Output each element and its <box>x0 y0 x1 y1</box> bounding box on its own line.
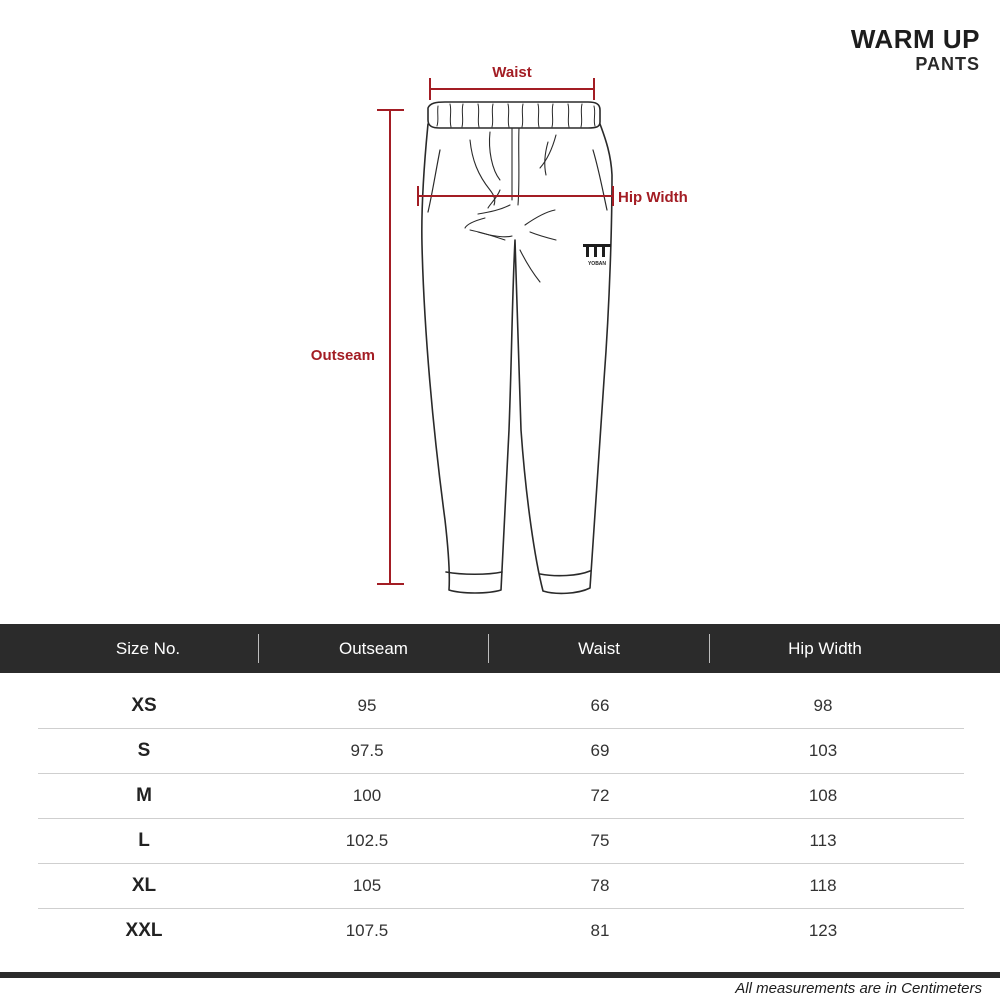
cell-outseam: 105 <box>352 876 382 895</box>
cell-waist: 69 <box>590 741 610 760</box>
pants-outline <box>422 102 612 593</box>
front-details <box>465 128 556 282</box>
cell-waist: 72 <box>590 786 610 805</box>
hip-width-label: Hip Width <box>618 189 688 206</box>
outseam-label: Outseam <box>310 347 375 364</box>
pants-body <box>422 124 612 593</box>
header-hip-width: Hip Width <box>788 639 862 658</box>
size-table-header <box>0 624 1000 673</box>
waistband <box>428 102 600 128</box>
cell-waist: 81 <box>590 921 610 940</box>
table-row <box>38 819 964 864</box>
cell-size: XXL <box>125 920 163 941</box>
outseam-measure <box>377 110 404 584</box>
cell-size: S <box>137 740 151 761</box>
cell-size: M <box>136 785 152 806</box>
header-size-no: Size No. <box>115 639 181 658</box>
table-row <box>38 864 964 909</box>
cell-outseam: 107.5 <box>345 921 389 940</box>
cell-waist: 75 <box>590 831 610 850</box>
table-row <box>38 774 964 819</box>
cell-hip-width: 103 <box>808 741 838 760</box>
cell-hip-width: 123 <box>808 921 838 940</box>
right-pocket <box>593 150 607 210</box>
cell-size: XS <box>131 695 157 716</box>
cell-outseam: 97.5 <box>350 741 384 760</box>
cell-hip-width: 118 <box>809 876 837 895</box>
bottom-divider <box>0 972 1000 978</box>
table-row <box>38 729 964 774</box>
header-outseam: Outseam <box>339 639 408 658</box>
table-row <box>38 684 964 729</box>
hip-width-measure <box>418 186 613 206</box>
cell-outseam: 102.5 <box>345 831 389 850</box>
cell-waist: 66 <box>590 696 610 715</box>
cell-size: L <box>138 830 150 851</box>
logo-text: YOBAN <box>587 261 607 267</box>
waist-label: Waist <box>492 64 532 81</box>
header-waist: Waist <box>578 639 620 658</box>
title-main: WARM UP <box>850 24 980 54</box>
title-sub: PANTS <box>915 54 980 74</box>
cell-waist: 78 <box>590 876 610 895</box>
waistband-gathers <box>437 104 595 127</box>
cell-outseam: 100 <box>352 786 382 805</box>
footnote: All measurements are in Centimeters <box>735 980 982 997</box>
left-hem <box>446 572 502 574</box>
cell-hip-width: 108 <box>808 786 838 805</box>
cell-outseam: 95 <box>357 696 377 715</box>
cell-hip-width: 113 <box>809 831 837 850</box>
cell-hip-width: 98 <box>813 696 833 715</box>
brand-logo <box>583 244 611 267</box>
waist-measure <box>430 78 594 100</box>
size-table-body <box>38 684 964 953</box>
left-pocket <box>428 150 440 212</box>
right-hem <box>540 571 590 576</box>
cell-size: XL <box>131 875 157 896</box>
table-row <box>38 909 964 953</box>
